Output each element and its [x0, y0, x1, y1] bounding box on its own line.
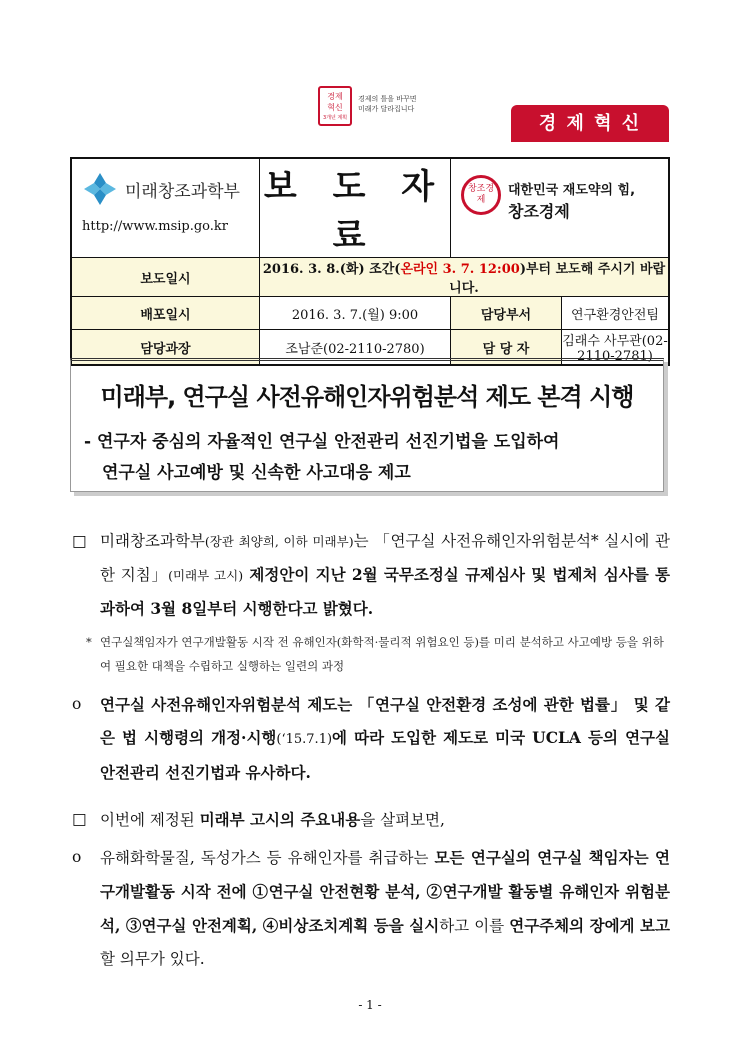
ministry-url[interactable]: http://www.msip.go.kr [82, 219, 229, 234]
creative-economy-block [451, 158, 670, 258]
text-span: 할 의무가 있다. [100, 950, 205, 968]
square-bullet-icon: □ [72, 532, 87, 550]
text-span: 는 「연구실 사전유해인자위험분석* 실시에 관한 지침」 [100, 532, 670, 584]
press-body [72, 525, 670, 976]
creative-economy-seal-icon: 창조경제 [461, 175, 501, 215]
release-prefix: 2016. 3. 8.(화) 조간( [262, 262, 401, 277]
headline-sub-line2: 연구실 사고예방 및 신속한 사고대응 제고 [102, 463, 411, 483]
paragraph-4 [72, 841, 670, 976]
text-span: 모든 연구실의 연구실 책임자는 연구개발활동 시작 전에 ①연구실 안전현황 분석, ②연구개발 활동별 유해인자 위험분석, ③연구실 안전계획, ④비상조치계획 등을 실시 [100, 848, 670, 935]
slogan-line: 경제의 틀을 바꾸면 [358, 95, 417, 103]
press-release-header [70, 157, 670, 366]
text-span: 미래부 고시의 주요내용 [199, 810, 361, 829]
text-span: 을 살펴보면, [360, 811, 445, 829]
release-online-time: 온라인 3. 7. 12:00 [400, 262, 520, 277]
manager-label: 담당과장 [71, 330, 260, 366]
ministry-symbol-icon [82, 171, 118, 207]
paragraph-text [100, 525, 670, 626]
text-span: (장관 최양희, 이하 미래부) [204, 534, 354, 549]
page-number: - 1 - [358, 998, 382, 1012]
footnote-text: 연구실책임자가 연구개발활동 시작 전 유해인자(화학적·물리적 위험요인 등)를 미리 분석하고 사고예방 등을 위하여 필요한 대책을 수립하고 실행하는 일련의 과정 [100, 635, 664, 673]
text-span: 에 따라 도입한 제도로 미국 UCLA 등의 연구실 안전관리 선진기법과 유사하다. [100, 728, 670, 782]
economic-innovation-badge: 경 제 혁 신 [511, 105, 669, 142]
text-span: 이번에 제정된 [100, 811, 200, 829]
spacer [72, 789, 670, 803]
mark-line: 경제 [327, 92, 343, 101]
headline-sub-line1: - 연구자 중심의 자율적인 연구실 안전관리 선진기법을 도입하여 [84, 432, 560, 452]
dept-value: 연구환경안전팀 [562, 297, 670, 330]
distribution-value: 2016. 3. 7.(월) 9:00 [260, 297, 451, 330]
paragraph-text [100, 841, 670, 976]
release-suffix: )부터 보도해 주시기 바랍니다. [449, 262, 666, 296]
contact-value: 김래수 사무관(02-2110-2781) [562, 330, 670, 366]
distribution-label: 배포일시 [71, 297, 260, 330]
circle-bullet-icon: o [72, 848, 82, 866]
text-span: 제정안이 지난 2월 국무조정실 규제심사 및 법제처 심사를 통과하여 3월 8일부터 시행한다고 밝혔다. [100, 565, 670, 618]
manager-value: 조남준(02-2110-2780) [260, 330, 451, 366]
footnote-mark: * [86, 635, 92, 649]
release-label: 보도일시 [71, 258, 260, 297]
paragraph-1 [72, 525, 670, 626]
circle-bullet-icon: o [72, 695, 82, 713]
text-span: (미래부 고시) [168, 568, 244, 583]
contact-label: 담 당 자 [451, 330, 562, 366]
text-span: 연구주체의 장에게 보고 [509, 916, 671, 935]
release-value [260, 258, 670, 297]
innovation-mark-icon [318, 86, 352, 126]
headline-title: 미래부, 연구실 사전유해인자위험분석 제도 본격 시행 [100, 383, 634, 411]
creative-slogan-line1: 대한민국 재도약의 힘, [508, 183, 636, 198]
square-bullet-icon: □ [72, 810, 87, 828]
ministry-block [71, 158, 260, 258]
text-span: 연구실 사전유해인자위험분석 제도는 「연구실 안전환경 조성에 관한 법률」 및 같은 법 시행령의 개정·시행 [100, 695, 670, 747]
economic-innovation-logo [318, 86, 430, 128]
headline-box [70, 358, 664, 492]
press-release-title: 보 도 자 료 [260, 158, 451, 258]
creative-slogan-line2: 창조경제 [508, 202, 570, 221]
text-span: 미래창조과학부 [100, 532, 205, 550]
mark-line: 3개년 계획 [322, 115, 348, 121]
text-span: 유해화학물질, 독성가스 등 유해인자를 취급하는 [100, 849, 435, 867]
text-span: 하고 이를 [439, 917, 510, 935]
paragraph-text [100, 803, 670, 837]
logo-slogan [358, 94, 430, 114]
paragraph-3 [72, 803, 670, 837]
slogan-line: 미래가 달라집니다 [358, 105, 415, 113]
paragraph-text [100, 688, 670, 789]
dept-label: 담당부서 [451, 297, 562, 330]
text-span: (‘15.7.1) [276, 732, 333, 747]
mark-line: 혁신 [327, 103, 343, 112]
ministry-name: 미래창조과학부 [125, 182, 240, 202]
footnote [72, 630, 670, 678]
paragraph-2 [72, 688, 670, 789]
